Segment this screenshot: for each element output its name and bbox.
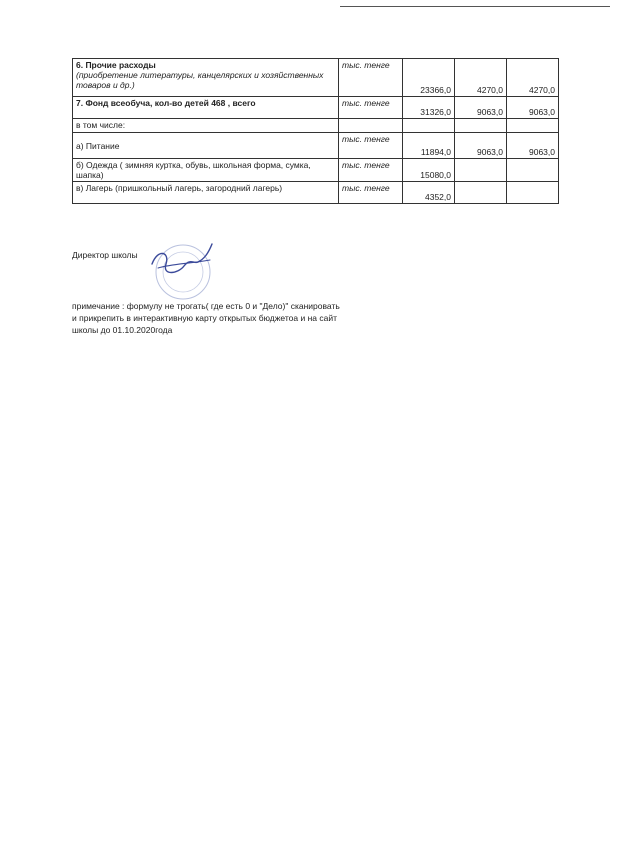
value-cell: 4270,0: [507, 59, 559, 97]
value-cell: 9063,0: [507, 133, 559, 159]
table-row: [73, 182, 559, 204]
table-row: [73, 97, 559, 119]
note-line: школы до 01.10.2020года: [72, 325, 173, 335]
value-cell: 11894,0: [403, 133, 455, 159]
row-title: в) Лагерь (пришкольный лагерь, загородний лагерь): [73, 182, 339, 204]
value-cell: 9063,0: [507, 97, 559, 119]
table-row: [73, 59, 559, 97]
note-block: [72, 300, 342, 336]
top-rule: [340, 6, 610, 7]
unit-cell: тыс. тенге: [339, 133, 403, 159]
note-line: примечание : формулу не трогать( где есть 0 и "Дело)" сканировать: [72, 301, 340, 311]
unit-cell: тыс. тенге: [339, 97, 403, 119]
table-row: [73, 119, 559, 133]
value-cell: [455, 182, 507, 204]
row-label: [73, 59, 339, 97]
value-cell: 4270,0: [455, 59, 507, 97]
row-title: 7. Фонд всеобуча, кол-во детей 468 , всего: [73, 97, 339, 119]
value-cell: 31326,0: [403, 97, 455, 119]
table-row: [73, 133, 559, 159]
stamp-signature-image: [138, 234, 228, 304]
unit-cell: тыс. тенге: [339, 59, 403, 97]
budget-table: [72, 58, 559, 204]
value-cell: 4352,0: [403, 182, 455, 204]
row-title: в том числе:: [73, 119, 339, 133]
row-title: а) Питание: [73, 133, 339, 159]
value-cell: [507, 159, 559, 182]
value-cell: 15080,0: [403, 159, 455, 182]
unit-cell: тыс. тенге: [339, 182, 403, 204]
row-title: 6. Прочие расходы: [76, 60, 156, 70]
value-cell: 9063,0: [455, 97, 507, 119]
row-description: (приобретение литературы, канцелярских и хозяйственных товаров и др.): [76, 70, 324, 90]
value-cell: [455, 159, 507, 182]
value-cell: 9063,0: [455, 133, 507, 159]
table-row: [73, 159, 559, 182]
row-title: б) Одежда ( зимняя куртка, обувь, школьная форма, сумка, шапка): [73, 159, 339, 182]
note-line: и прикрепить в интерактивную карту открытых бюджетоа и на сайт: [72, 313, 337, 323]
unit-cell: тыс. тенге: [339, 159, 403, 182]
director-label: Директор школы: [72, 250, 138, 260]
value-cell: [507, 182, 559, 204]
value-cell: 23366,0: [403, 59, 455, 97]
